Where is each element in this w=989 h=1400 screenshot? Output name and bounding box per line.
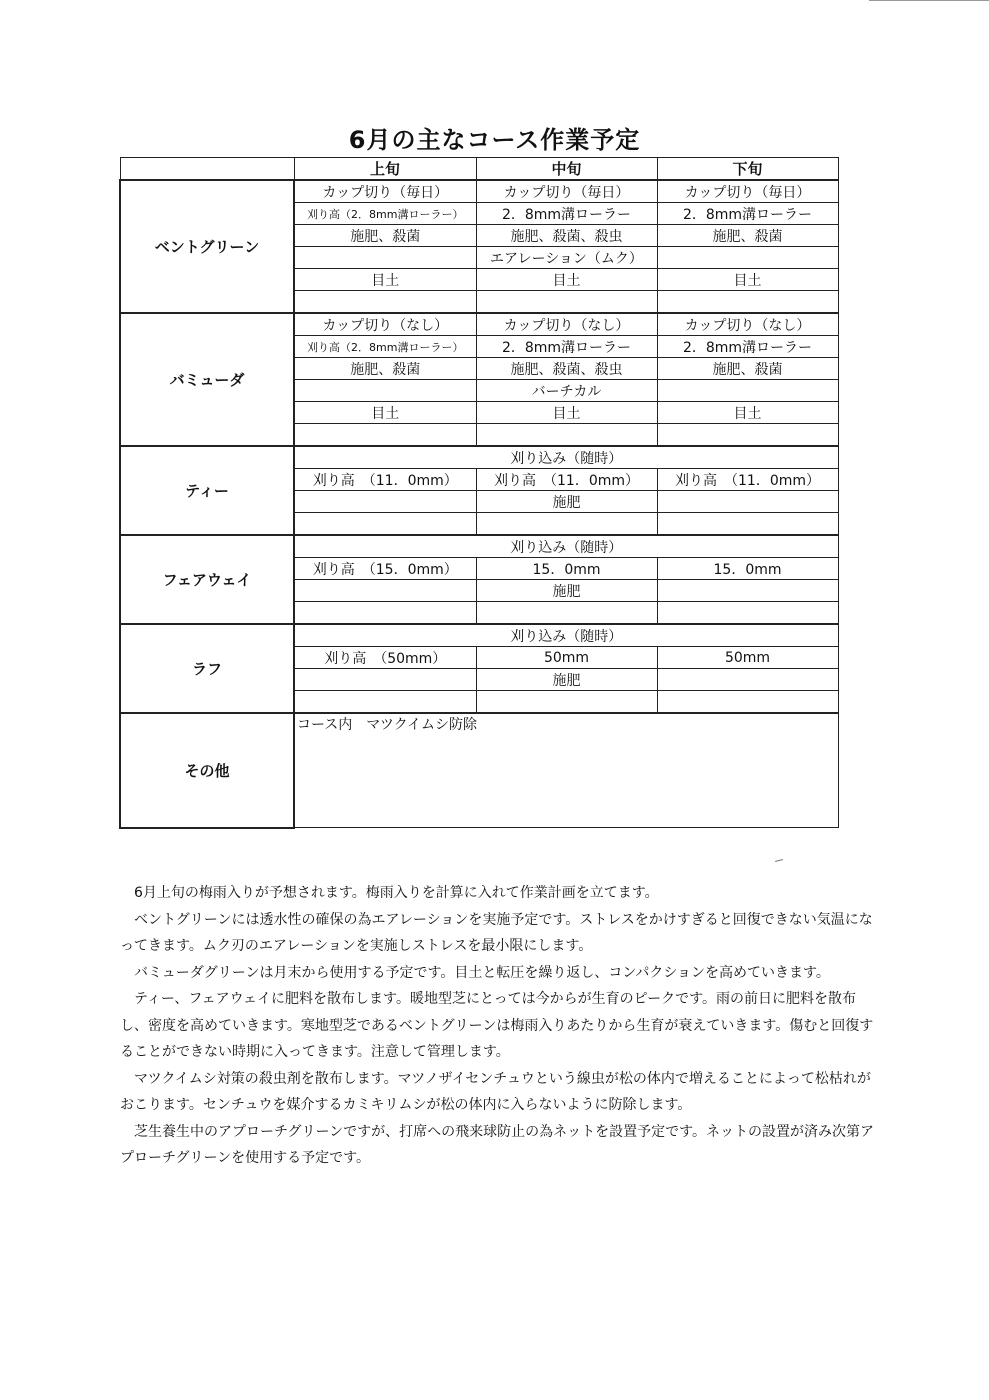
cell	[294, 291, 476, 314]
cell	[476, 691, 657, 714]
cell: 目土	[657, 402, 838, 424]
scan-tick-mark	[775, 859, 783, 862]
cell: 施肥、殺菌	[294, 358, 476, 380]
paragraph: ティー、フェアウェイに肥料を散布します。暖地型芝にとっては今からが生育のピークです。雨の前日に肥料を散布し、密度を高めていきます。寒地型芝であるベントグリーンは梅雨入りあたりから生育が衰えていきます。傷むと回復することができない時期に入ってきます。注意して管理します。	[120, 991, 874, 1060]
cell	[294, 424, 476, 447]
cell: 50mm	[657, 647, 838, 669]
span-cell: 刈り込み（随時）	[294, 535, 838, 558]
cell: 2．8mm溝ローラー	[476, 336, 657, 358]
cell: 施肥	[476, 491, 657, 513]
cell: 目土	[294, 402, 476, 424]
notes-body	[120, 880, 880, 1172]
cell: 目土	[657, 269, 838, 291]
corner-cell	[120, 158, 294, 181]
cell: 刈り高 （50mm）	[294, 647, 476, 669]
cell: 施肥、殺菌	[294, 225, 476, 247]
cell	[657, 291, 838, 314]
header-row	[120, 158, 838, 181]
table-row	[120, 624, 838, 647]
table-row	[120, 446, 838, 469]
span-cell: 刈り込み（随時）	[294, 624, 838, 647]
cell: 施肥、殺菌、殺虫	[476, 225, 657, 247]
paragraph: ベントグリーンには透水性の確保の為エアレーションを実施予定です。ストレスをかけすぎると回復できない気温になってきます。ムク刃のエアレーションを実施しストレスを最小限にします。	[120, 911, 873, 954]
page-title: 6月の主なコース作業予定	[348, 126, 641, 154]
cell: 施肥、殺菌	[657, 225, 838, 247]
cell: バーチカル	[476, 380, 657, 402]
span-cell: 刈り込み（随時）	[294, 446, 838, 469]
cell: 刈り高 （11．0mm）	[476, 469, 657, 491]
cell: 目土	[294, 269, 476, 291]
cell: 2．8mm溝ローラー	[657, 203, 838, 225]
cell: 目土	[476, 402, 657, 424]
cell	[657, 424, 838, 447]
cell	[294, 491, 476, 513]
cell	[657, 513, 838, 536]
table-row	[120, 180, 838, 203]
category-bent-green: ベントグリーン	[120, 180, 294, 313]
cell: カップ切り（なし）	[294, 313, 476, 336]
col-header-mid: 中旬	[476, 158, 657, 181]
paragraph: 芝生養生中のアプローチグリーンですが、打席への飛来球防止の為ネットを設置予定です。ネットの設置が済み次第アプローチグリーンを使用する予定です。	[120, 1123, 875, 1166]
cell: カップ切り（毎日）	[657, 180, 838, 203]
table-row	[120, 713, 838, 828]
cell	[294, 602, 476, 625]
cell	[657, 602, 838, 625]
cell	[476, 291, 657, 314]
cell: 刈り高 （11．0mm）	[657, 469, 838, 491]
cell: 刈り高 （15．0mm）	[294, 558, 476, 580]
cell: 施肥、殺菌	[657, 358, 838, 380]
cell: エアレーション（ムク）	[476, 247, 657, 269]
cell: 15．0mm	[657, 558, 838, 580]
cell: 15．0mm	[476, 558, 657, 580]
cell	[294, 669, 476, 691]
cell	[294, 691, 476, 714]
cell	[657, 580, 838, 602]
category-rough: ラフ	[120, 624, 294, 713]
category-tee: ティー	[120, 446, 294, 535]
cell: 施肥	[476, 580, 657, 602]
cell: 目土	[476, 269, 657, 291]
cell: 刈り高（2．8mm溝ローラー）	[294, 336, 476, 358]
table-row	[120, 313, 838, 336]
cell: カップ切り（なし）	[476, 313, 657, 336]
cell: カップ切り（なし）	[657, 313, 838, 336]
other-note: コース内 マツクイムシ防除	[294, 713, 838, 828]
category-bermuda: バミューダ	[120, 313, 294, 446]
category-fairway: フェアウェイ	[120, 535, 294, 624]
schedule-table	[119, 157, 839, 829]
col-header-early: 上旬	[294, 158, 476, 181]
cell	[476, 602, 657, 625]
cell: 施肥、殺菌、殺虫	[476, 358, 657, 380]
cell	[657, 247, 838, 269]
cell	[294, 580, 476, 602]
cell: 2．8mm溝ローラー	[657, 336, 838, 358]
cell: 刈り高 （11．0mm）	[294, 469, 476, 491]
cell	[476, 513, 657, 536]
category-other: その他	[120, 713, 294, 828]
cell: カップ切り（毎日）	[476, 180, 657, 203]
cell	[294, 380, 476, 402]
cell	[294, 513, 476, 536]
col-header-late: 下旬	[657, 158, 838, 181]
cell	[657, 669, 838, 691]
cell	[294, 247, 476, 269]
paragraph: 6月上旬の梅雨入りが予想されます。梅雨入りを計算に入れて作業計画を立てます。	[120, 885, 659, 901]
paragraph: マツクイムシ対策の殺虫剤を散布します。マツノザイセンチュウという線虫が松の体内で増えることによって松枯れがおこります。センチュウを媒介するカミキリムシが松の体内に入らないように防除します。	[120, 1070, 871, 1113]
cell: 刈り高（2．8mm溝ローラー）	[294, 203, 476, 225]
cell	[476, 424, 657, 447]
paragraph: バミューダグリーンは月末から使用する予定です。目土と転圧を繰り返し、コンパクションを高めていきます。	[120, 964, 830, 981]
cell: 2．8mm溝ローラー	[476, 203, 657, 225]
cell	[657, 491, 838, 513]
cell: 施肥	[476, 669, 657, 691]
scan-edge-mark	[869, 0, 989, 1]
table-row	[120, 535, 838, 558]
cell: 50mm	[476, 647, 657, 669]
cell: カップ切り（毎日）	[294, 180, 476, 203]
cell	[657, 380, 838, 402]
cell	[657, 691, 838, 714]
